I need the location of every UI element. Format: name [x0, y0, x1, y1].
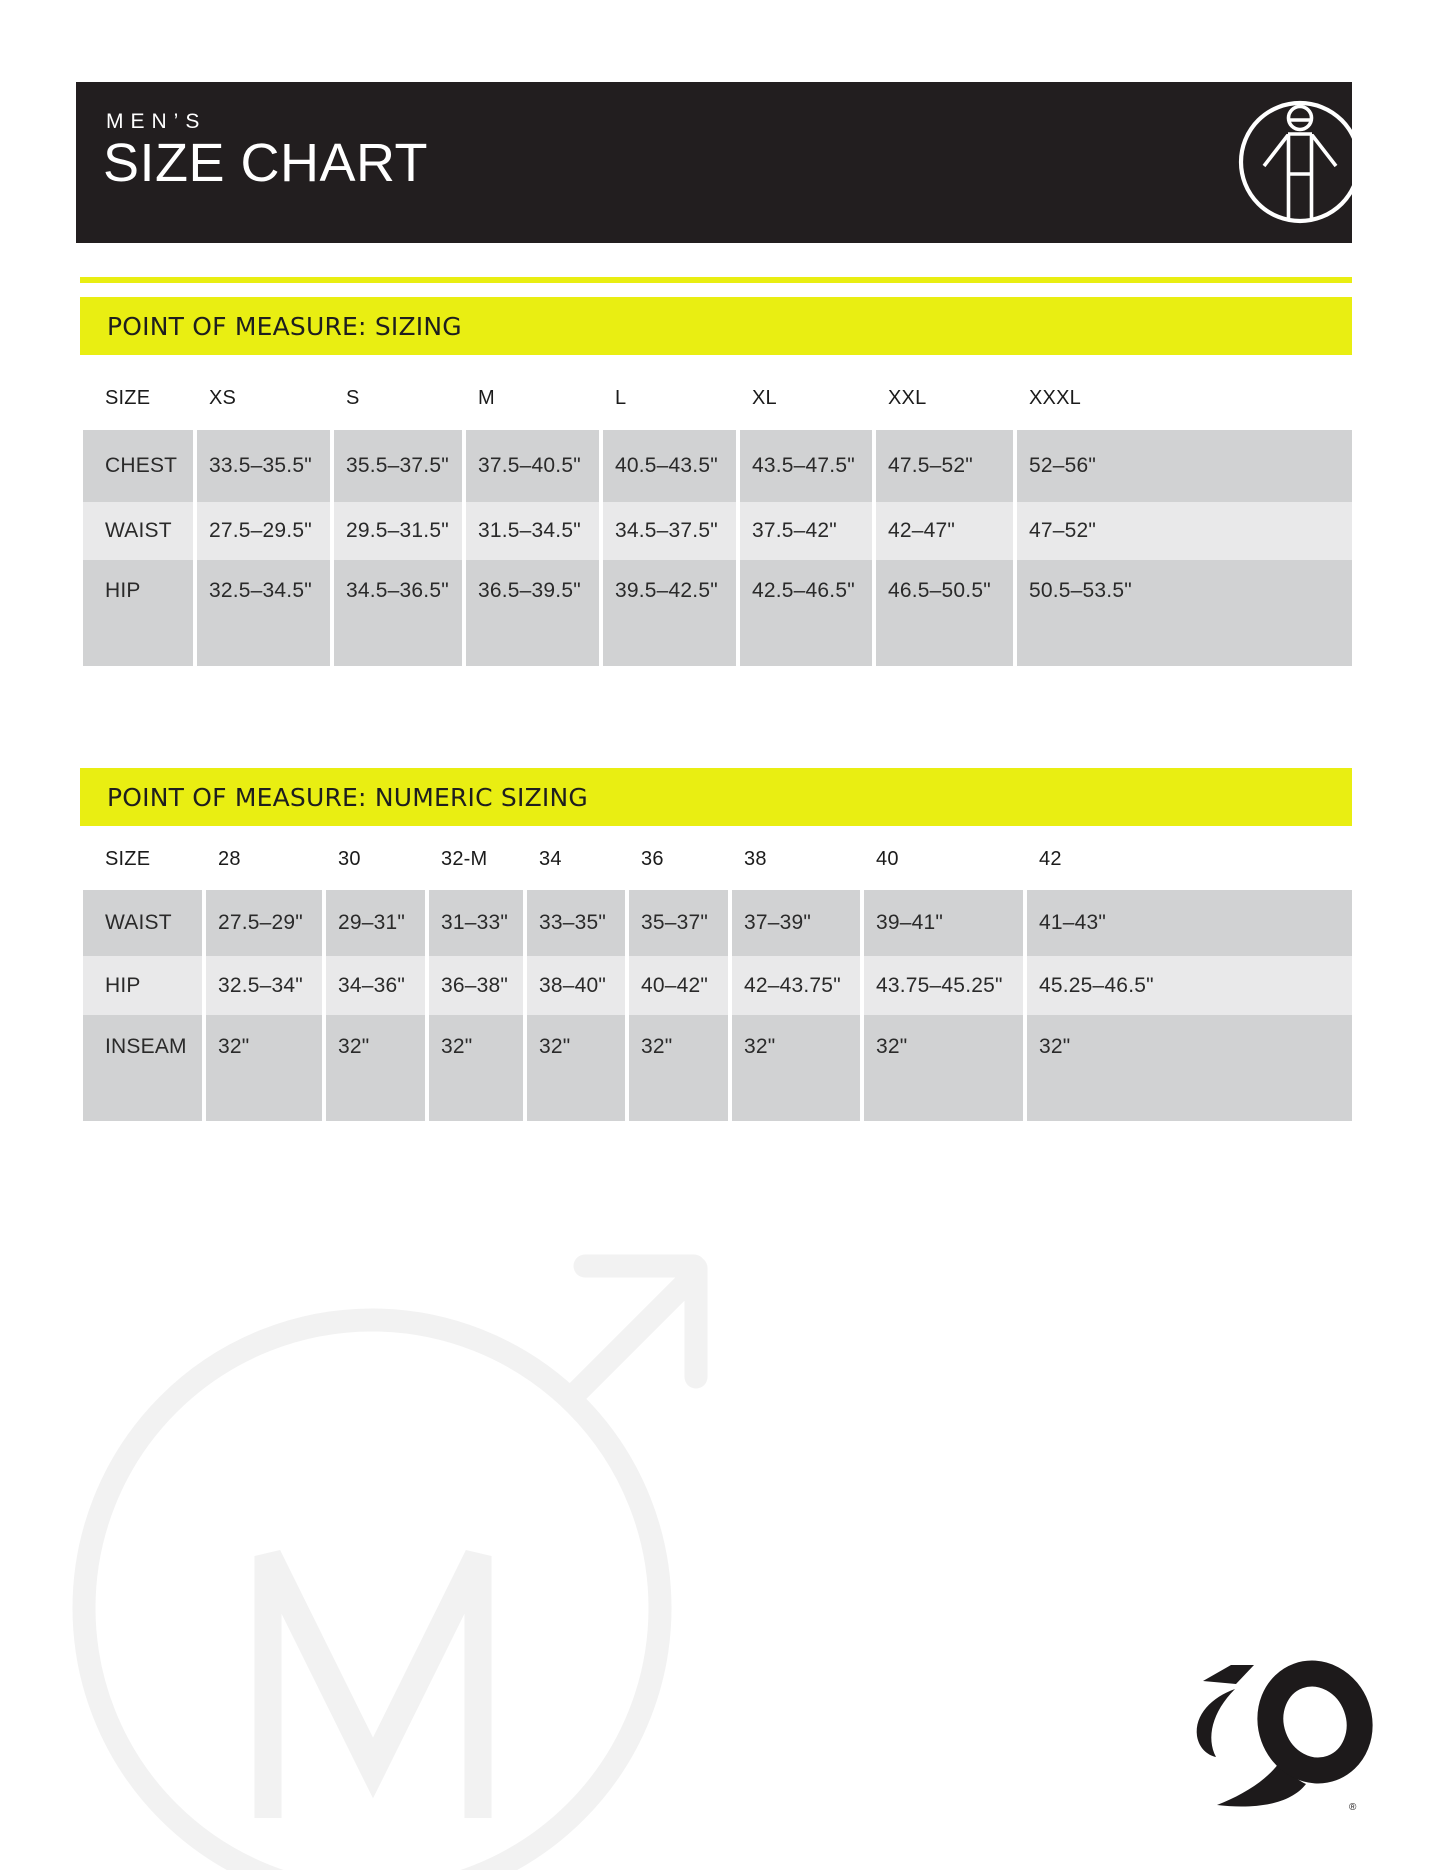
size-cell: 37.5–40.5" — [466, 430, 599, 502]
column-header: 40 — [864, 828, 1023, 890]
column-header: 32-M — [429, 828, 523, 890]
size-cell: 38–40" — [527, 956, 625, 1015]
size-cell: 43.5–47.5" — [740, 430, 872, 502]
header-eyebrow: MEN’S — [106, 110, 207, 133]
size-cell: 34–36" — [326, 956, 425, 1015]
table-row — [83, 956, 1352, 1015]
row-label: HIP — [83, 956, 202, 1015]
row-label: HIP — [83, 560, 193, 666]
column-header: 36 — [629, 828, 728, 890]
size-cell: 33–35" — [527, 890, 625, 956]
size-cell: 47.5–52" — [876, 430, 1013, 502]
table-row — [83, 560, 1352, 666]
numeric-sizing-table — [83, 828, 1352, 1121]
size-cell: 31.5–34.5" — [466, 502, 599, 560]
column-header: 28 — [206, 828, 322, 890]
sizing-table — [83, 366, 1352, 666]
section-heading-label: POINT OF MEASURE: NUMERIC SIZING — [107, 782, 588, 812]
size-cell: 39–41" — [864, 890, 1023, 956]
size-cell: 43.75–45.25" — [864, 956, 1023, 1015]
size-corner-label: SIZE — [83, 828, 202, 890]
logo-ring-shape — [1257, 1661, 1373, 1783]
size-cell: 29.5–31.5" — [334, 502, 462, 560]
row-label: CHEST — [83, 430, 193, 502]
male-symbol-shaft — [577, 1277, 692, 1392]
column-header: L — [603, 366, 736, 430]
size-cell: 35–37" — [629, 890, 728, 956]
logo-flag-shape — [1203, 1665, 1254, 1684]
size-cell: 42–47" — [876, 502, 1013, 560]
size-cell: 32" — [326, 1015, 425, 1121]
size-cell: 32.5–34.5" — [197, 560, 330, 666]
header-bar — [76, 82, 1352, 243]
section-heading-label: POINT OF MEASURE: SIZING — [107, 311, 462, 341]
table-row — [83, 890, 1352, 956]
size-cell: 32" — [429, 1015, 523, 1121]
size-cell: 36.5–39.5" — [466, 560, 599, 666]
row-label: WAIST — [83, 890, 202, 956]
column-header: 34 — [527, 828, 625, 890]
size-cell: 32" — [732, 1015, 860, 1121]
size-cell: 40.5–43.5" — [603, 430, 736, 502]
page-title: SIZE CHART — [103, 133, 429, 193]
size-cell: 27.5–29" — [206, 890, 322, 956]
table-row — [83, 502, 1352, 560]
size-cell: 33.5–35.5" — [197, 430, 330, 502]
size-cell: 32" — [629, 1015, 728, 1121]
column-header: XL — [740, 366, 872, 430]
size-cell: 29–31" — [326, 890, 425, 956]
column-header: 30 — [326, 828, 425, 890]
section-heading-sizing — [80, 297, 1352, 355]
column-header: XXXL — [1017, 366, 1352, 430]
size-cell: 45.25–46.5" — [1027, 956, 1352, 1015]
column-header: XXL — [876, 366, 1013, 430]
size-cell: 47–52" — [1017, 502, 1352, 560]
size-cell: 34.5–36.5" — [334, 560, 462, 666]
size-cell: 32" — [527, 1015, 625, 1121]
size-cell: 27.5–29.5" — [197, 502, 330, 560]
size-cell: 39.5–42.5" — [603, 560, 736, 666]
size-cell: 31–33" — [429, 890, 523, 956]
size-cell: 42–43.75" — [732, 956, 860, 1015]
size-cell: 41–43" — [1027, 890, 1352, 956]
table-header-row — [83, 366, 1352, 430]
size-cell: 37–39" — [732, 890, 860, 956]
size-cell: 46.5–50.5" — [876, 560, 1013, 666]
size-cell: 34.5–37.5" — [603, 502, 736, 560]
size-cell: 32.5–34" — [206, 956, 322, 1015]
size-cell: 36–38" — [429, 956, 523, 1015]
row-label: WAIST — [83, 502, 193, 560]
watermark-letter-m — [268, 1556, 478, 1818]
person-head-icon — [1289, 107, 1312, 130]
table-header-row — [83, 828, 1352, 890]
section-heading-numeric-sizing — [80, 768, 1352, 826]
size-cell: 40–42" — [629, 956, 728, 1015]
size-cell: 32" — [1027, 1015, 1352, 1121]
pearl-izumi-logo — [1185, 1660, 1375, 1812]
size-cell: 50.5–53.5" — [1017, 560, 1352, 666]
male-symbol-circle — [84, 1320, 660, 1870]
size-cell: 35.5–37.5" — [334, 430, 462, 502]
table-row — [83, 430, 1352, 502]
column-header: XS — [197, 366, 330, 430]
table-row — [83, 1015, 1352, 1121]
size-cell: 32" — [206, 1015, 322, 1121]
size-cell: 52–56" — [1017, 430, 1352, 502]
column-header: M — [466, 366, 599, 430]
size-cell: 42.5–46.5" — [740, 560, 872, 666]
accent-rule — [80, 277, 1352, 283]
size-cell: 32" — [864, 1015, 1023, 1121]
size-corner-label: SIZE — [83, 366, 193, 430]
logo-crescent-shape — [1197, 1689, 1235, 1757]
column-header: 42 — [1027, 828, 1352, 890]
column-header: 38 — [732, 828, 860, 890]
size-cell: 37.5–42" — [740, 502, 872, 560]
row-label: INSEAM — [83, 1015, 202, 1121]
person-in-circle-icon — [1236, 82, 1352, 243]
registered-mark: ® — [1349, 1802, 1357, 1812]
column-header: S — [334, 366, 462, 430]
